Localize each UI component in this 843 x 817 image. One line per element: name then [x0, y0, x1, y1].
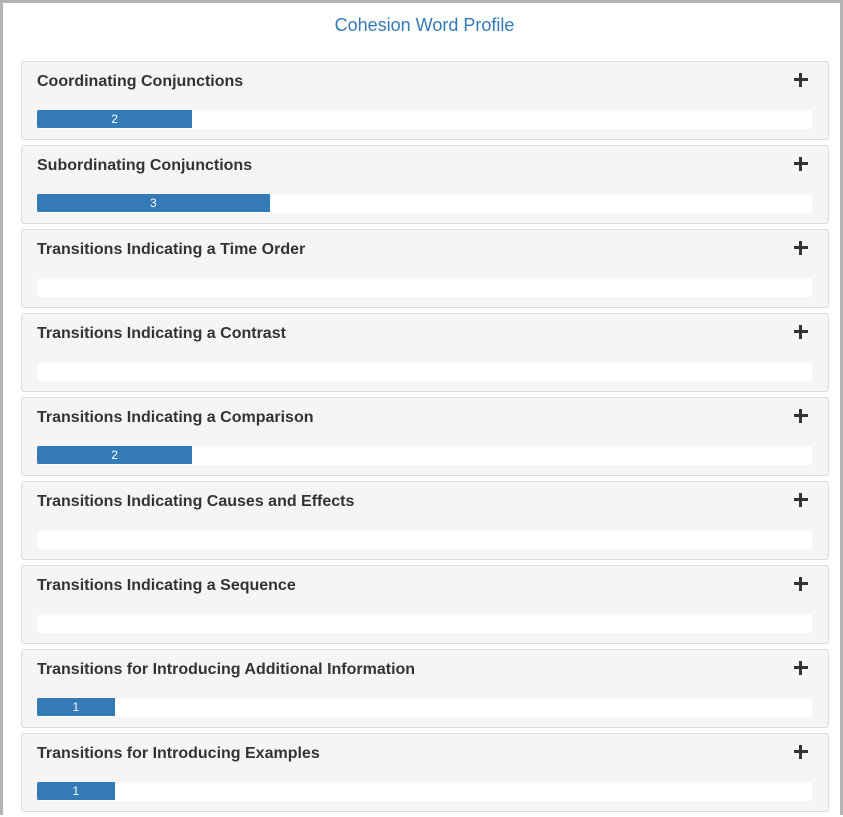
- panel-causes-and-effects: [21, 481, 829, 560]
- panel-heading[interactable]: [22, 566, 828, 606]
- progress-track: [37, 277, 813, 297]
- progress-track: [37, 613, 813, 633]
- plus-icon[interactable]: [794, 661, 808, 675]
- panel-time-order: [21, 229, 829, 308]
- progress-track: [37, 697, 813, 717]
- panel-heading[interactable]: [22, 734, 828, 774]
- panel-introducing-examples: [21, 733, 829, 812]
- panel-heading[interactable]: [22, 482, 828, 522]
- progress-bar: 2: [37, 110, 192, 128]
- progress-bar: 3: [37, 194, 270, 212]
- progress-bar: 1: [37, 698, 115, 716]
- plus-icon[interactable]: [794, 577, 808, 591]
- page-title: Cohesion Word Profile: [334, 15, 515, 35]
- progress-track: [37, 529, 813, 549]
- plus-icon[interactable]: [794, 325, 808, 339]
- panel-title: Transitions Indicating a Sequence: [37, 577, 296, 594]
- panel-contrast: [21, 313, 829, 392]
- panel-title: Coordinating Conjunctions: [37, 73, 244, 90]
- progress-track: [37, 445, 813, 465]
- plus-icon[interactable]: [794, 745, 808, 759]
- panel-heading[interactable]: [22, 146, 828, 186]
- panel-title: Subordinating Conjunctions: [37, 157, 253, 174]
- panel-title: Transitions Indicating Causes and Effects: [37, 493, 355, 510]
- panel-subordinating-conjunctions: [21, 145, 829, 224]
- panel-comparison: [21, 397, 829, 476]
- panel-title: Transitions for Introducing Examples: [37, 745, 320, 762]
- plus-icon[interactable]: [794, 241, 808, 255]
- progress-track: [37, 109, 813, 129]
- panel-heading[interactable]: [22, 314, 828, 354]
- progress-bar: 1: [37, 782, 115, 800]
- panel-title: Transitions Indicating a Time Order: [37, 241, 306, 258]
- plus-icon[interactable]: [794, 493, 808, 507]
- plus-icon[interactable]: [794, 73, 808, 87]
- panel-heading[interactable]: [22, 62, 828, 102]
- progress-track: [37, 193, 813, 213]
- plus-icon[interactable]: [794, 409, 808, 423]
- panel-coordinating-conjunctions: [21, 61, 829, 140]
- panel-list: [21, 61, 829, 817]
- plus-icon[interactable]: [794, 157, 808, 171]
- progress-track: [37, 781, 813, 801]
- panel-heading[interactable]: [22, 398, 828, 438]
- progress-track: [37, 361, 813, 381]
- progress-bar: 2: [37, 446, 192, 464]
- panel-heading[interactable]: [22, 230, 828, 270]
- panel-heading[interactable]: [22, 650, 828, 690]
- panel-title: Transitions Indicating a Contrast: [37, 325, 286, 342]
- panel-sequence: [21, 565, 829, 644]
- panel-title: Transitions for Introducing Additional Information: [37, 661, 416, 678]
- panel-additional-information: [21, 649, 829, 728]
- panel-title: Transitions Indicating a Comparison: [37, 409, 314, 426]
